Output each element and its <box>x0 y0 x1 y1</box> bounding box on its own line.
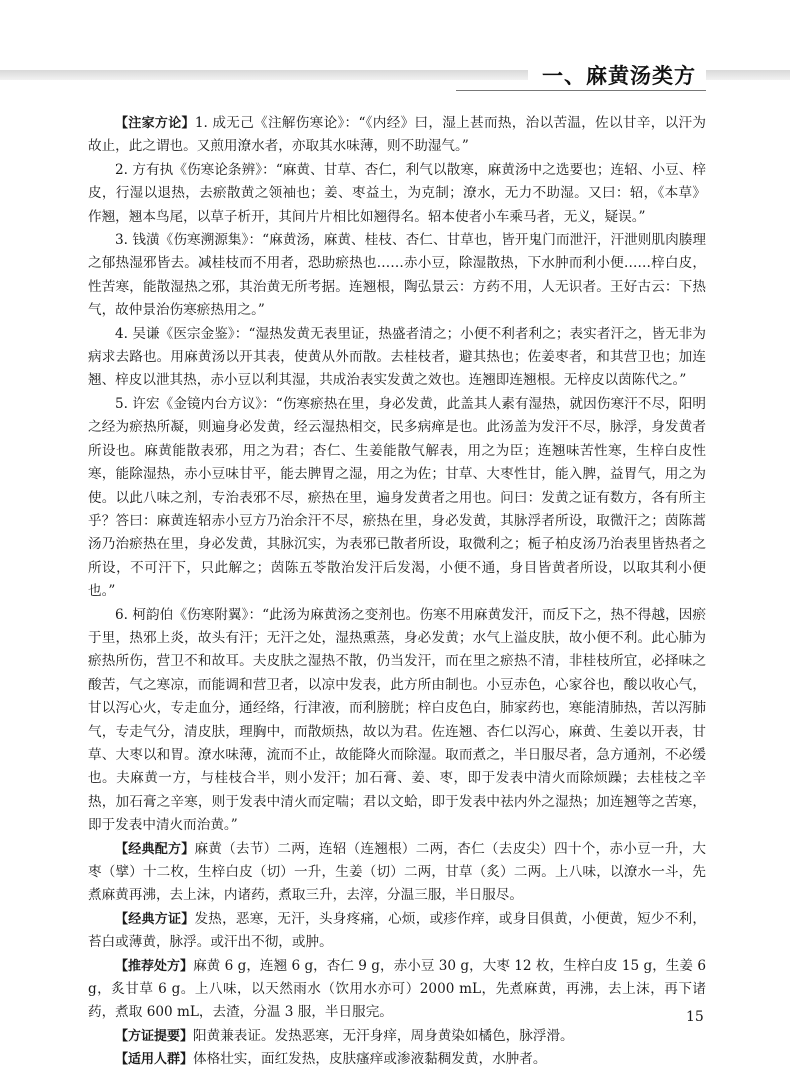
formula-tag: 【经典配方】 <box>115 841 195 857</box>
recommended-section <box>88 955 706 1025</box>
syndrome-section <box>88 908 706 955</box>
population-tag: 【适用人群】 <box>115 1052 194 1068</box>
header-rule <box>456 90 706 91</box>
commentary-tag: 【注家方论】 <box>115 116 195 131</box>
population-section <box>88 1048 706 1071</box>
formula-text: 麻黄（去节）二两，连轺（连翘根）二两，杏仁（去皮尖）四十个，赤小豆一升，大枣（擘）十二枚，生梓白皮（切）一升，生姜（切）二两，甘草（炙）二两。上八味，以潦水一斗，先煮麻黄再沸，去上沫，内诸药，煮取三升，去滓，分温三服，半日服尽。 <box>88 840 706 904</box>
running-header <box>0 56 790 92</box>
commentary-paragraph-5: 5. 许宏《金镜内台方议》：“伤寒瘀热在里，身必发黄，此盖其人素有湿热，就因伤寒汗不尽，阳明之经为瘀热所凝，则遍身必发黄，经云湿热相交，民多病瘅是也。此汤盖为发汗不尽，脉浮，身发黄者所设也。麻黄能散表邪，用之为君；杏仁、生姜能散气解表，用之为臣；连翘味苦性寒，生梓白皮性寒，能除湿热，赤小豆味甘平，能去脾胃之湿，用之为佐；甘草、大枣性甘，能入脾，益胃气，用之为使。以此八味之剂，专治表邪不尽，瘀热在里，遍身发黄者之用也。问曰：发黄之证有数方，各有所主乎？答曰：麻黄连轺赤小豆方乃治余汗不尽，瘀热在里，身必发黄，其脉浮者所设，取微汗之；茵陈蒿汤乃治瘀热在里，身必发黄，其脉沉实，为表邪已散者所设，取微利之；栀子柏皮汤乃治表里皆热者之所设，不可汗下，只此解之；茵陈五苓散治发汗后发渴，小便不通，身目皆黄者所设，以取其利小便也。” <box>88 395 706 600</box>
syndrome-tag: 【经典方证】 <box>115 911 195 927</box>
key-points-tag: 【方证提要】 <box>115 1028 194 1044</box>
formula-section <box>88 838 706 908</box>
key-points-text: 阳黄兼表证。发热恶寒，无汗身痒，周身黄染如橘色，脉浮滑。 <box>193 1027 574 1044</box>
commentary-paragraph-4: 4. 吴谦《医宗金鉴》：“湿热发黄无表里证，热盛者清之；小便不利者利之；表实者汗之，皆无非为病求去路也。用麻黄汤以开其表，使黄从外而散。去桂枝者，避其热也；佐姜枣者，和其营卫也；加连翘、梓皮以泄其热，赤小豆以利其湿，共成治表实发黄之效也。连翘即连翘根。无梓皮以茵陈代之。” <box>88 325 706 389</box>
page-body <box>88 112 706 1072</box>
recommended-text: 麻黄 6 g，连翘 6 g，杏仁 9 g，赤小豆 30 g，大枣 12 枚，生梓白皮 15 g，生姜 6 g，炙甘草 6 g。上八味，以天然雨水（饮用水亦可）2000 mL，先煮麻黄，再沸，去上沫，再下诸药，煮取 600 mL，去渣，分温 3 服，半日服完。 <box>88 957 706 1021</box>
section-title: 一、麻黄汤类方 <box>528 56 706 94</box>
key-points-section <box>88 1025 706 1048</box>
commentary-paragraph-2: 2. 方有执《伤寒论条辨》：“麻黄、甘草、杏仁，利气以散寒，麻黄汤中之选要也；连轺、小豆、梓皮，行湿以退热，去瘀散黄之领袖也；姜、枣益土，为克制；潦水，无力不助湿。又曰：轺，《本草》作翘，翘本鸟尾，以草子析开，其间片片相比如翘得名。轺本使者小车乘马者，无义，疑误。” <box>88 161 706 225</box>
recommended-tag: 【推荐处方】 <box>115 958 194 974</box>
commentary-paragraph-1 <box>88 112 706 159</box>
commentary-text-1: 1. 成无己《注解伤寒论》：“《内经》曰，湿上甚而热，治以苦温，佐以甘辛，以汗为故止，此之谓也。又煎用潦水者，亦取其水味薄，则不助湿气。” <box>88 115 706 155</box>
population-text: 体格壮实，面红发热，皮肤瘙痒或渗液黏稠发黄，水肿者。 <box>193 1051 547 1068</box>
syndrome-text: 发热，恶寒，无汗，头身疼痛，心烦，或疹作痒，或身目俱黄，小便黄，短少不利，苔白或薄黄，脉浮。或汗出不彻，或肿。 <box>88 910 706 951</box>
commentary-paragraph-6: 6. 柯韵伯《伤寒附翼》：“此汤为麻黄汤之变剂也。伤寒不用麻黄发汗，而反下之，热不得越，因瘀于里，热邪上炎，故头有汗；无汗之处，湿热熏蒸，身必发黄；水气上溢皮肤，故小便不利。此心肺为瘀热所伤，营卫不和故耳。夫皮肤之湿热不散，仍当发汗，而在里之瘀热不清，非桂枝所宜，必择味之酸苦，气之寒凉，而能调和营卫者，以凉中发表，此方所由制也。小豆赤色，心家谷也，酸以收心气，甘以泻心火，专走血分，通经络，行津液，而利膀胱；梓白皮色白，肺家药也，寒能清肺热，苦以泻肺气，专走气分，清皮肤，理胸中，而散烦热，故以为君。佐连翘、杏仁以泻心，麻黄、生姜以开表，甘草、大枣以和胃。潦水味薄，流而不止，故能降火而除湿。取而煮之，半日服尽者，急方通剂，不必缓也。夫麻黄一方，与桂枝合半，则小发汗；加石膏、姜、枣，即于发表中清火而除烦躁；去桂枝之辛热，加石膏之辛寒，则于发表中清火而定喘；君以文蛤，即于发表中祛内外之湿热；加连翘等之苦寒，即于发表中清火而治黄。” <box>88 606 706 834</box>
commentary-paragraph-3: 3. 钱潢《伤寒溯源集》：“麻黄汤，麻黄、桂枝、杏仁、甘草也，皆开鬼门而泄汗，汗泄则肌肉腠理之郁热湿邪皆去。减桂枝而不用者，恐助瘀热也……赤小豆，除湿散热，下水肿而利小便……梓白皮，性苦寒，能散湿热之邪，其治黄无所考据。连翘根，陶弘景云：方药不用，人无识者。王好古云：下热气，故仲景治伤寒瘀热用之。” <box>88 232 706 319</box>
page-number: 15 <box>686 1009 704 1025</box>
